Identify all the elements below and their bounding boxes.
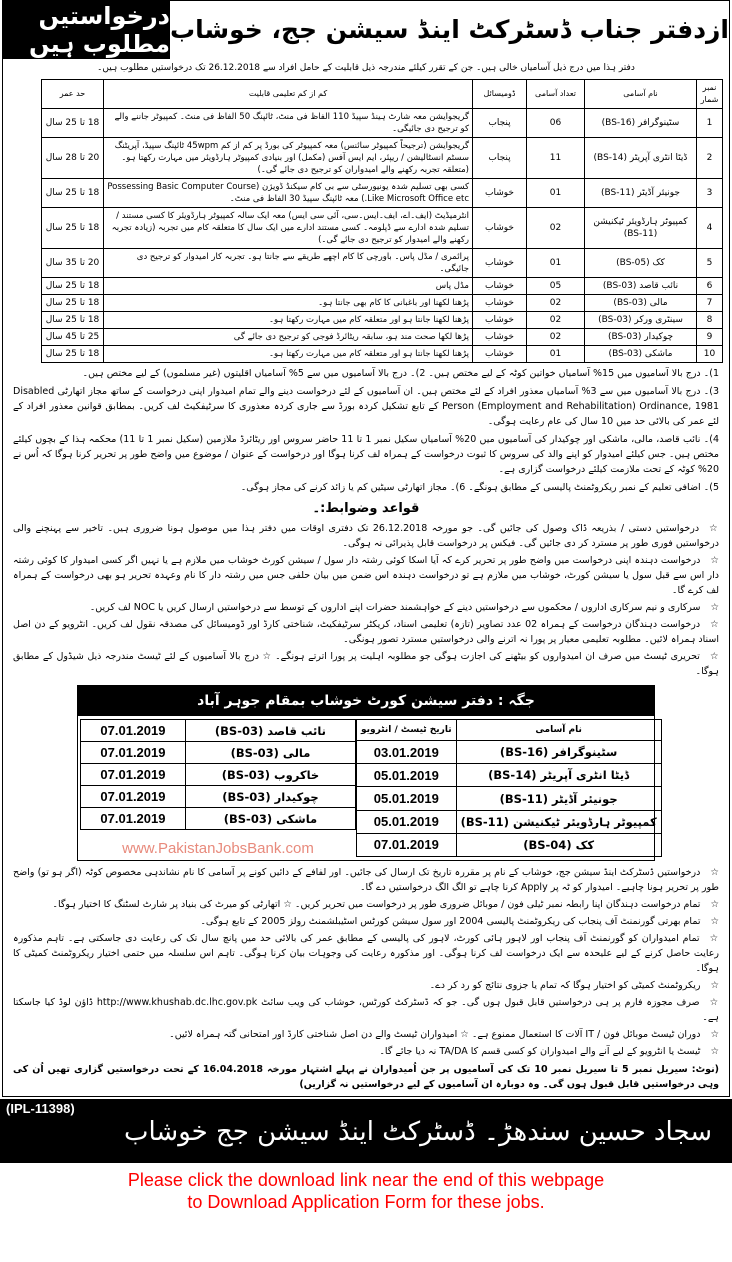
post-cell: کک (BS-05) bbox=[585, 249, 697, 278]
rule-text: درخواستیں دستی / بذریعہ ڈاک وصول کی جائیں گی۔ جو مورخہ 26.12.2018 تک دفتری اوقات میں دفتر ہذا میں موصول ہونا ضروری ہیں۔ تاخیر سے پہنچنے والی درخواستیں فوری طور پر مسترد کر دی جائیں گی۔ فیکس پر درخواست قابل پذیرائی نہ ہوگی۔ bbox=[13, 523, 719, 549]
rule-text: درخواست دہندہ اپنی درخواست میں واضح طور پر تحریر کرے کہ آیا اسکا کوئی رشتہ دار سول / سیشن کورٹ خوشاب میں ملازم ہے یا نہیں اگر کسی امیدوار کا کوئی رشتہ دار اس سے قبل سول یا سیشن کورٹ، خوشاب میں ملازم ہے تو درخواست دہندہ اس ضمن میں بیان حلفی جس میں رشتہ دار کا نام وعہدہ تحریر ہو بھی درخواست کے ہمراہ لف کرے گا۔ bbox=[13, 555, 719, 596]
post-cell: نائب قاصد (BS-03) bbox=[585, 278, 697, 295]
download-notice-line1: Please click the download link near the end of this webpage bbox=[127, 1170, 605, 1190]
sched-col-date: تاریخ ٹیسٹ / انٹرویو bbox=[357, 720, 457, 741]
schedule-heading: جگہ : دفتر سیشن کورٹ خوشاب بمقام جوہر آباد bbox=[78, 686, 654, 716]
header bbox=[3, 1, 729, 59]
serial-cell: 7 bbox=[697, 295, 723, 312]
col-qualification: کم از کم تعلیمی قابلیت bbox=[104, 80, 473, 109]
domicile-cell: خوشاب bbox=[473, 312, 527, 329]
rule-text: تمام درخواست دہندگان اپنا رابطہ نمبر ٹیلی فون / موبائل ضروری طور پر درخواست میں تحریر کریں۔ ☆ اتھارٹی کو میرٹ کی بنیاد پر شارٹ لسٹنگ کا اختیار ہوگا۔ bbox=[52, 899, 701, 910]
star-icon: ☆ bbox=[710, 980, 719, 991]
rule-text: درخواستیں ڈسٹرکٹ اینڈ سیشن جج، خوشاب کے نام پر مقررہ تاریخ تک ارسال کی جائیں۔ اور لفافے کے دائیں کونے پر آسامی کا نام نشاندہی مخصوص کوٹہ (اگر ہو تو) واضح طور پر تحریر ہونا چاہیے۔ امیدوار کو ٹہ پر Apply کرنا چاہے تو الگ الگ درخواستیں دے گا۔ bbox=[13, 867, 719, 893]
serial-cell: 8 bbox=[697, 312, 723, 329]
rule-item bbox=[13, 995, 719, 1025]
count-cell: 02 bbox=[527, 208, 585, 249]
age-cell: 18 تا 25 سال bbox=[42, 278, 104, 295]
rule-text: ریکروٹمنٹ کمیٹی کو اختیار ہوگا کہ تمام یا جزوی نتائج کو رد کر دے۔ bbox=[429, 980, 701, 991]
download-notice bbox=[0, 1163, 732, 1213]
rule-item bbox=[13, 897, 719, 912]
schedule-date: 03.01.2019 bbox=[357, 741, 457, 764]
schedule-post: سٹینوگرافر (BS-16) bbox=[456, 741, 661, 764]
schedule-row bbox=[81, 786, 356, 808]
sched-col-post: نام آسامی bbox=[456, 720, 661, 741]
job-row bbox=[42, 295, 723, 312]
schedule-row bbox=[357, 764, 662, 787]
schedule-date: 07.01.2019 bbox=[81, 808, 186, 830]
serial-cell: 10 bbox=[697, 346, 723, 363]
qualification-cell: پڑھنا لکھنا اور باغبانی کا کام بھی جانتا ہو۔ bbox=[104, 295, 473, 312]
count-cell: 01 bbox=[527, 249, 585, 278]
rules-heading: قواعد وضوابط:۔ bbox=[312, 501, 420, 516]
star-icon: ☆ bbox=[709, 997, 719, 1008]
note-3: 3)۔ درج بالا آسامیوں میں سے 3% آسامیاں معذور افراد کے لئے مختص ہیں۔ ان آسامیوں کے لئے درخواست دینے والے تمام امیدوار اپنی درخواست کے ساتھ مجاز اتھارٹی Disabled Person (Employment and Rehabilitation) Ordinance, 1981 کے تابع تشکیل کردہ بورڈ سے جاری کردہ معذوری کا سرٹیفکیٹ لف کریں۔ بمطابق قوانین معذور افراد کے لئے عمر کی بالائی حد میں 10 سال کی عام رعایت ہوگی۔ bbox=[13, 386, 719, 427]
qualification-cell: گریجوایشن معہ شارٹ ہینڈ سپیڈ 110 الفاظ فی منٹ، ٹائپنگ 50 الفاظ فی منٹ۔ کمپیوٹر جاننے والے کو ترجیح دی جائیگی۔ bbox=[104, 109, 473, 138]
age-cell: 18 تا 25 سال bbox=[42, 346, 104, 363]
job-row bbox=[42, 278, 723, 295]
domicile-cell: خوشاب bbox=[473, 346, 527, 363]
intro-text: دفتر ہذا میں درج ذیل آسامیاں خالی ہیں۔ جن کے تقرر کیلئے مندرجہ ذیل قابلیت کے حامل افراد سے 26.12.2018 تک درخواستیں مطلوب ہیں۔ bbox=[97, 63, 635, 73]
rule-text: درخواست دہندگان درخواست کے ہمراہ 02 عدد تصاویر (تازہ) تعلیمی اسناد، کریکٹر سرٹیفکیٹ، شناختی کارڈ اور ڈومیسائل کی مصدقہ نقول لف کریں۔ انٹرویو کے دن اصل اسناد ہمراہ لائیں۔ مطلوبہ تعلیمی معیار پر پورا نہ اترنے والی درخواستیں مسترد تصور ہونگی۔ bbox=[13, 619, 719, 645]
rule-item bbox=[13, 649, 719, 679]
more-rules-list bbox=[13, 865, 719, 1059]
count-cell: 05 bbox=[527, 278, 585, 295]
star-icon: ☆ bbox=[710, 916, 719, 927]
schedule-date: 07.01.2019 bbox=[81, 786, 186, 808]
age-cell: 25 تا 45 سال bbox=[42, 329, 104, 346]
post-cell: چوکیدار (BS-03) bbox=[585, 329, 697, 346]
post-cell: ڈیٹا انٹری آپریٹر (BS-14) bbox=[585, 138, 697, 179]
rule-text: ٹیسٹ یا انٹرویو کے لیے آنے والے امیدواران کو کسی قسم کا TA/DA نہ دیا جائے گا۔ bbox=[379, 1046, 701, 1057]
domicile-cell: پنجاب bbox=[473, 138, 527, 179]
age-cell: 20 تا 28 سال bbox=[42, 138, 104, 179]
job-row bbox=[42, 208, 723, 249]
schedule-post: مالی (BS-03) bbox=[185, 742, 355, 764]
schedule-row bbox=[81, 742, 356, 764]
schedule-row bbox=[357, 787, 662, 810]
qualification-cell: پڑھا لکھا صحت مند ہو، سابقہ ریٹائرڈ فوجی کو ترجیح دی جائے گی bbox=[104, 329, 473, 346]
rule-item bbox=[13, 617, 719, 647]
schedule-date: 07.01.2019 bbox=[81, 764, 186, 786]
rule-text: دوران ٹیسٹ موبائل فون / IT آلات کا استعمال ممنوع ہے۔ ☆ امیدواران ٹیسٹ والے دن اصل شناختی کارڈ اور امتحانی گتہ ہمراہ لائیں۔ bbox=[169, 1029, 701, 1040]
count-cell: 01 bbox=[527, 179, 585, 208]
job-row bbox=[42, 138, 723, 179]
star-icon: ☆ bbox=[710, 899, 719, 910]
schedule-date: 05.01.2019 bbox=[357, 764, 457, 787]
closing-note: (نوٹ: سیریل نمبر 5 تا سیریل نمبر 10 تک کی آسامیوں پر جن اُمیدواران نے پہلے اشتہار مورخہ 16.04.2018 کے تحت درخواستیں گزاری تھیں اُن کی وہی درخواستیں قابل قبول ہوں گی۔ وہ دوبارہ ان آسامیوں کے لیے درخواستیں نہ گزاریں) bbox=[13, 1064, 719, 1090]
schedule-row bbox=[357, 810, 662, 833]
rule-item bbox=[13, 931, 719, 976]
star-icon: ☆ bbox=[709, 523, 719, 534]
rule-item bbox=[13, 553, 719, 598]
qualification-cell: پرائمری / مڈل پاس۔ باورچی کا کام اچھے طریقے سے جانتا ہو۔ تجربہ کار امیدوار کو ترجیح دی جائیگی۔ bbox=[104, 249, 473, 278]
serial-cell: 4 bbox=[697, 208, 723, 249]
schedule-row bbox=[357, 741, 662, 764]
rule-item bbox=[13, 914, 719, 929]
age-cell: 18 تا 25 سال bbox=[42, 179, 104, 208]
schedule-post: چوکیدار (BS-03) bbox=[185, 786, 355, 808]
qualification-cell: انٹرمیڈیٹ (ایف۔اے، ایف۔ایس۔سی، آئی سی ایس) معہ ایک سالہ کمپیوٹر ہارڈویئر کا کسی مستند / تسلیم شدہ ادارے سے ڈپلومہ۔ کسی مستند ادارے میں ایک سال کا متعلقہ کام میں تجربہ (زیادہ تجربہ رکھنے والے امیدوار کو ترجیح دی جائے گی۔) bbox=[104, 208, 473, 249]
job-row bbox=[42, 346, 723, 363]
job-row bbox=[42, 179, 723, 208]
qualification-cell: پڑھنا لکھنا جانتا ہو اور متعلقہ کام میں مہارت رکھتا ہو۔ bbox=[104, 346, 473, 363]
star-icon: ☆ bbox=[710, 1029, 719, 1040]
age-cell: 18 تا 25 سال bbox=[42, 109, 104, 138]
qualification-cell: کسی بھی تسلیم شدہ یونیورسٹی سے بی کام سیکنڈ ڈویژن (Possessing Basic Computer Course Like Microsoft Office etc.) معہ ٹائپنگ سپیڈ 30 الفاظ فی منٹ۔ bbox=[104, 179, 473, 208]
count-cell: 02 bbox=[527, 312, 585, 329]
serial-cell: 1 bbox=[697, 109, 723, 138]
col-serial: نمبر شمار bbox=[697, 80, 723, 109]
star-icon: ☆ bbox=[709, 933, 719, 944]
note-1-2: 1)۔ درج بالا آسامیوں میں 15% آسامیاں خواتین کوٹہ کے لیے مختص ہیں۔ 2)۔ درج بالا آسامیوں میں سے 5% آسامیاں اقلیتوں (غیر مسلموں) کے لیے مختص ہیں۔ bbox=[82, 368, 719, 379]
count-cell: 01 bbox=[527, 346, 585, 363]
schedule-date: 07.01.2019 bbox=[81, 742, 186, 764]
ad-code: (IPL-11398) bbox=[6, 1101, 75, 1116]
schedule-row bbox=[81, 720, 356, 742]
jobs-table bbox=[41, 79, 723, 363]
job-row bbox=[42, 109, 723, 138]
schedule-date: 05.01.2019 bbox=[357, 810, 457, 833]
rule-item bbox=[13, 865, 719, 895]
schedule-box bbox=[77, 685, 655, 861]
age-cell: 18 تا 25 سال bbox=[42, 208, 104, 249]
job-row bbox=[42, 329, 723, 346]
domicile-cell: خوشاب bbox=[473, 295, 527, 312]
star-icon: ☆ bbox=[710, 1046, 719, 1057]
count-cell: 02 bbox=[527, 329, 585, 346]
rules-list bbox=[13, 521, 719, 679]
rule-item bbox=[13, 978, 719, 993]
schedule-post: جونیئر آڈیٹر (BS-11) bbox=[456, 787, 661, 810]
count-cell: 06 bbox=[527, 109, 585, 138]
job-row bbox=[42, 249, 723, 278]
schedule-date: 07.01.2019 bbox=[81, 720, 186, 742]
rule-text: تحریری ٹیسٹ میں صرف ان امیدواروں کو بیٹھنے کی اجازت ہوگی جو مطلوبہ اہلیت پر پورا اترتے ہونگے۔ ☆ درج بالا آسامیوں کے لئے ٹیسٹ مندرجہ ذیل شیڈول کے مطابق ہوگا۔ bbox=[13, 651, 719, 677]
post-cell: سینٹری ورکر (BS-03) bbox=[585, 312, 697, 329]
wanted-banner: درخواستیں مطلوب ہیں bbox=[3, 1, 170, 59]
post-cell: سٹینوگرافر (BS-16) bbox=[585, 109, 697, 138]
download-notice-line2: to Download Application Form for these jobs. bbox=[187, 1192, 545, 1212]
col-count: تعداد آسامی bbox=[527, 80, 585, 109]
col-post: نام آسامی bbox=[585, 80, 697, 109]
rule-item bbox=[13, 1027, 719, 1042]
post-cell: کمپیوٹر ہارڈویئر ٹیکنیشن (BS-11) bbox=[585, 208, 697, 249]
age-cell: 18 تا 25 سال bbox=[42, 312, 104, 329]
rule-item bbox=[13, 600, 719, 615]
post-cell: مالی (BS-03) bbox=[585, 295, 697, 312]
domicile-cell: خوشاب bbox=[473, 329, 527, 346]
rule-item bbox=[13, 1044, 719, 1059]
schedule-date: 05.01.2019 bbox=[357, 787, 457, 810]
schedule-post: کمپیوٹر ہارڈویئر ٹیکنیشن (BS-11) bbox=[456, 810, 661, 833]
job-advertisement bbox=[2, 0, 730, 1097]
schedule-post: ماشکی (BS-03) bbox=[185, 808, 355, 830]
qualification-cell: گریجوایشن (ترجیحاً کمپیوٹر سائنس) معہ کمپیوٹر کی بورڈ پر کم از کم 45wpm ٹائپنگ سپیڈ، آپریٹنگ سسٹم انسٹالیشن / ریپئر، ایم ایس آفس (مکمل) اور بنیادی کمپیوٹر ہارڈویئر میں مہارت رکھتا ہو۔ (متعلقہ تجربہ رکھنے والے امیدواران کو ترجیح دی جائے گی۔) bbox=[104, 138, 473, 179]
age-cell: 18 تا 25 سال bbox=[42, 295, 104, 312]
schedule-row bbox=[81, 764, 356, 786]
age-cell: 20 تا 35 سال bbox=[42, 249, 104, 278]
schedule-row bbox=[81, 808, 356, 830]
col-age: حد عمر bbox=[42, 80, 104, 109]
rule-text: سرکاری و نیم سرکاری اداروں / محکموں سے درخواستیں دینے کے خواہشمند حضرات اپنے اداروں کے توسط سے درخواستیں ارسال کریں یا NOC لف کریں۔ bbox=[89, 602, 701, 613]
schedule-table-right bbox=[356, 719, 662, 857]
schedule-post: ڈیٹا انٹری آپریٹر (BS-14) bbox=[456, 764, 661, 787]
post-cell: ماشکی (BS-03) bbox=[585, 346, 697, 363]
domicile-cell: خوشاب bbox=[473, 208, 527, 249]
serial-cell: 2 bbox=[697, 138, 723, 179]
star-icon: ☆ bbox=[710, 602, 719, 613]
star-icon: ☆ bbox=[709, 651, 719, 662]
note-5-6: 5)۔ اضافی تعلیم کے نمبر ریکروٹمنٹ پالیسی کے مطابق ہونگے۔ 6)۔ مجاز اتھارٹی سیٹیں کم یا زائد کرنے کی مجاز ہوگی۔ bbox=[240, 482, 719, 493]
rule-text: تمام بھرتی گورنمنٹ آف پنجاب کی ریکروٹمنٹ پالیسی 2004 اور سول سیشن کورٹس اسٹیبلشمنٹ رولز 2005 کے تابع ہوگی۔ bbox=[200, 916, 701, 927]
star-icon: ☆ bbox=[710, 555, 719, 566]
note-4: 4)۔ نائب قاصد، مالی، ماشکی اور چوکیدار کی آسامیوں میں 20% آسامیاں سکیل نمبر 1 تا 11 حاضر سروس اور ریٹائرڈ ملازمین (سکیل نمبر 1 تا 11) محکمہ ہذا کے بچوں کیلئے مختص ہیں۔ جس کیلئے امیدوار کو اپنے والد کی سروس کا ثبوت درخواست کے ہمراہ لف کرنا ہوگا اور درخواست کے عنوان / موضوع میں واضح طور پر تحریر کرنا ہوگا کہ اُس نے 20% کوٹہ کے تحت ملازمت کیلئے درخواست گزاری ہے۔ bbox=[13, 434, 719, 475]
star-icon: ☆ bbox=[710, 867, 719, 878]
job-row bbox=[42, 312, 723, 329]
rule-text: صرف مجوزہ فارم پر ہی درخواستیں قابل قبول ہوں گی۔ جو کہ ڈسٹرکٹ کورٹس، خوشاب کی ویب سائٹ http://www.khushab.dc.lhc.gov.pk ڈاؤن لوڈ کیا جاسکتا ہے۔ bbox=[13, 997, 719, 1023]
serial-cell: 5 bbox=[697, 249, 723, 278]
schedule-date: 07.01.2019 bbox=[357, 833, 457, 856]
schedule-post: خاکروب (BS-03) bbox=[185, 764, 355, 786]
rule-text: تمام امیدواران کو گورنمنٹ آف پنجاب اور لاہور ہائی کورٹ، لاہور کی پالیسی کے مطابق عمر کی بالائی حد میں پانچ سال تک کی رعایت دی جاسکتی ہے۔ تاہم مذکورہ رعایت حاصل کرنے کے لیے علیحدہ سے ایک درخواست لف کرنا ہوگی۔ اور مذکورہ رعایت کی وجوہات بیان کرنا ہوگی۔ تاہم اس سلسلہ میں حتمی اختیار ریکروٹمنٹ کمیٹی کا ہوگا۔ bbox=[13, 933, 719, 974]
domicile-cell: پنجاب bbox=[473, 109, 527, 138]
serial-cell: 6 bbox=[697, 278, 723, 295]
office-title: ازدفتر جناب ڈسٹرکٹ اینڈ سیشن جج، خوشاب bbox=[170, 15, 729, 44]
star-icon: ☆ bbox=[710, 619, 719, 630]
qualification-cell: مڈل پاس bbox=[104, 278, 473, 295]
count-cell: 02 bbox=[527, 295, 585, 312]
signature-banner bbox=[0, 1099, 732, 1163]
schedule-post: کک (BS-04) bbox=[456, 833, 661, 856]
count-cell: 11 bbox=[527, 138, 585, 179]
domicile-cell: خوشاب bbox=[473, 278, 527, 295]
schedule-table-left bbox=[80, 719, 356, 830]
qualification-cell: پڑھنا لکھنا جانتا ہو اور متعلقہ کام میں مہارت رکھتا ہو۔ bbox=[104, 312, 473, 329]
post-cell: جونیئر آڈیٹر (BS-11) bbox=[585, 179, 697, 208]
schedule-row bbox=[357, 833, 662, 856]
serial-cell: 9 bbox=[697, 329, 723, 346]
rule-item bbox=[13, 521, 719, 551]
serial-cell: 3 bbox=[697, 179, 723, 208]
watermark: www.PakistanJobsBank.com bbox=[122, 840, 314, 857]
schedule-post: نائب قاصد (BS-03) bbox=[185, 720, 355, 742]
signature-text: سجاد حسین سندھڑ۔ ڈسٹرکٹ اینڈ سیشن جج خوشاب bbox=[124, 1117, 712, 1147]
domicile-cell: خوشاب bbox=[473, 249, 527, 278]
col-domicile: ڈومیسائل bbox=[473, 80, 527, 109]
domicile-cell: خوشاب bbox=[473, 179, 527, 208]
